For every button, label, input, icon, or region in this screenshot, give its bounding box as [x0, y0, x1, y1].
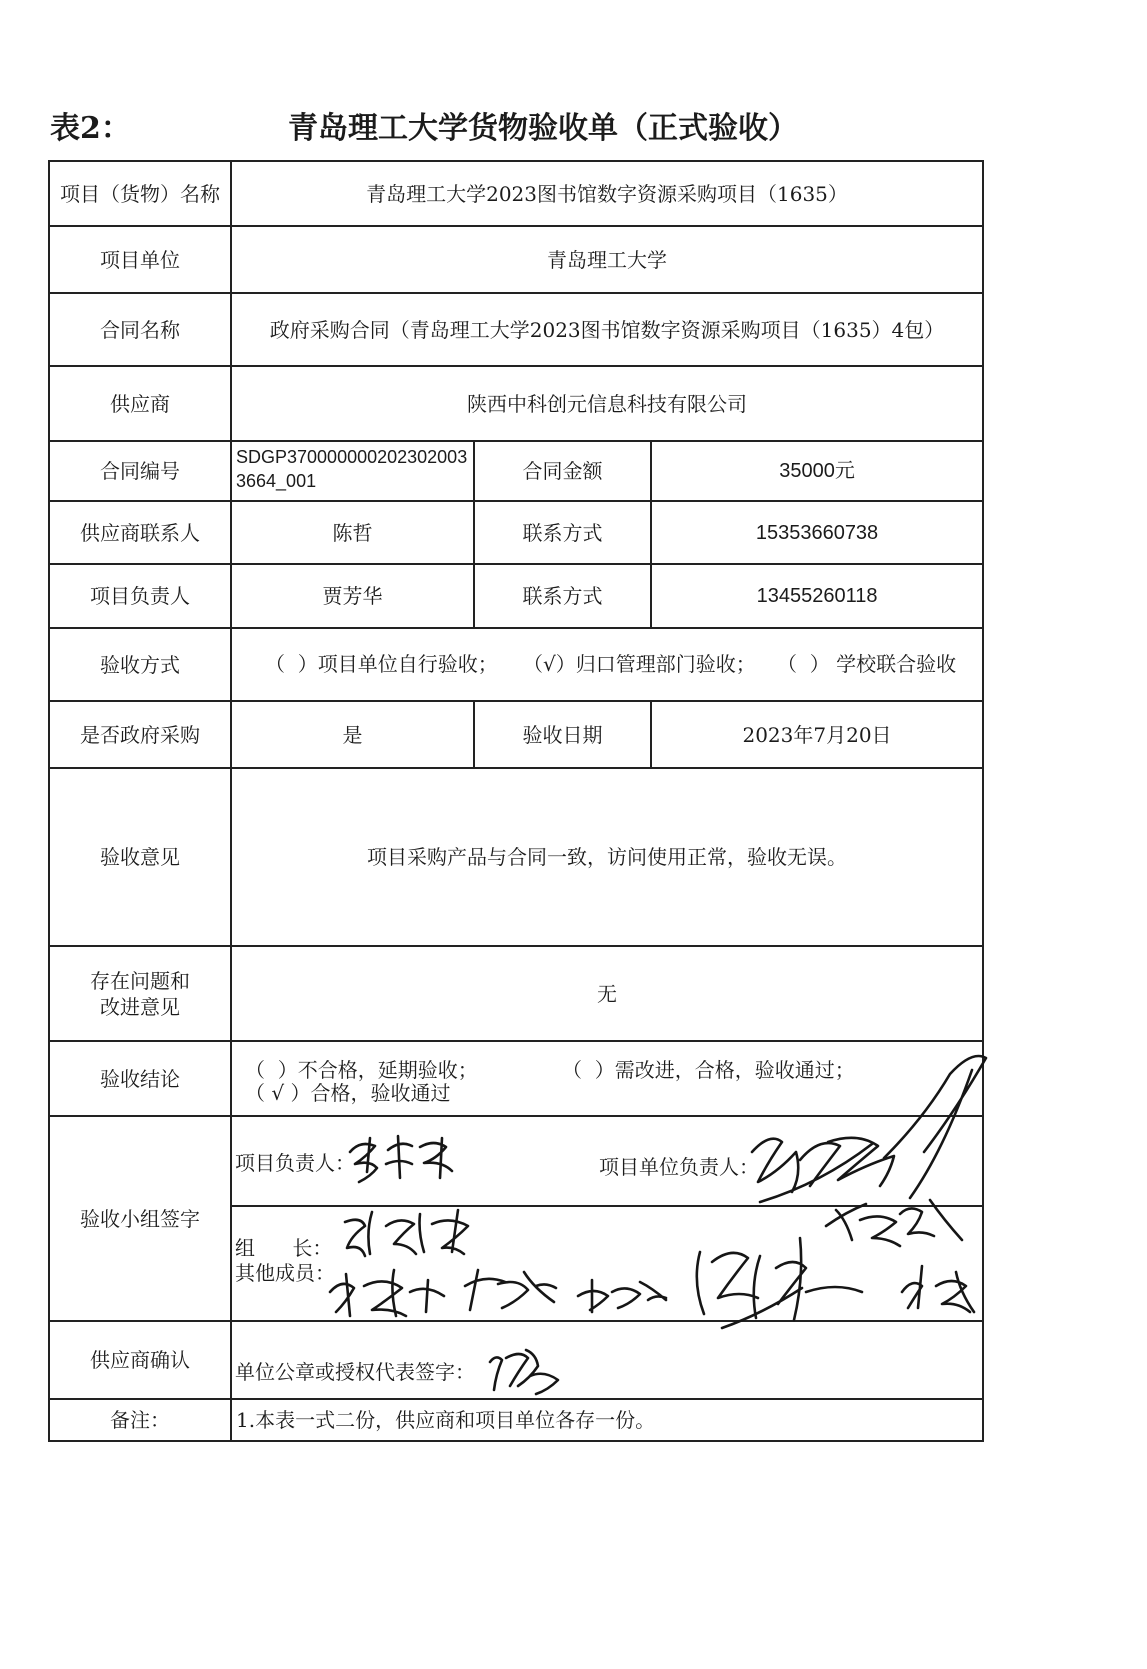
label-supplier-confirm: 供应商确认: [49, 1321, 231, 1399]
row-project-lead: [49, 564, 983, 628]
label-remarks: 备注：: [49, 1399, 231, 1441]
supplier-confirm: [232, 1322, 982, 1398]
option-joint-acceptance: （ ） 学校联合验收: [777, 652, 957, 676]
project-lead-sign-label: 项目负责人：: [235, 1151, 355, 1175]
option-needs-improvement: （ ）需改进，合格，验收通过；: [562, 1058, 855, 1082]
team-leader-sign-label: 组 长：: [235, 1236, 333, 1260]
option-self-acceptance: （ ）项目单位自行验收；: [265, 652, 498, 676]
label-contract-amount: 合同金额: [474, 441, 651, 501]
value-contract-number: SDGP3700000002023020033664_001: [231, 441, 474, 501]
label-acceptance-date: 验收日期: [474, 701, 651, 768]
signatures-leads-cell: [231, 1116, 983, 1206]
label-project-unit: 项目单位: [49, 226, 231, 293]
label-signatures: 验收小组签字: [49, 1116, 231, 1321]
row-project-unit: [49, 226, 983, 293]
table-number: 表2：: [50, 111, 131, 146]
row-acceptance-method: [49, 628, 983, 701]
label-supplier: 供应商: [49, 366, 231, 441]
row-contract-name: [49, 293, 983, 366]
option-department-acceptance: （√）归口管理部门验收；: [523, 652, 756, 676]
unit-head-sign-label: 项目单位负责人：: [599, 1155, 759, 1179]
signatures-team: [232, 1207, 982, 1320]
value-project-unit: 青岛理工大学: [231, 226, 983, 293]
option-fail: （ ）不合格，延期验收；: [245, 1058, 478, 1082]
supplier-confirm-cell: [231, 1321, 983, 1399]
acceptance-form-table: [48, 160, 984, 1442]
row-signatures-top: [49, 1116, 983, 1206]
value-gov-procurement: 是: [231, 701, 474, 768]
value-supplier-phone: 15353660738: [651, 501, 983, 564]
row-gov-procurement: [49, 701, 983, 768]
label-lead-phone: 联系方式: [474, 564, 651, 628]
label-contract-name: 合同名称: [49, 293, 231, 366]
value-contract-amount: 35000元: [651, 441, 983, 501]
value-project-lead: 贾芳华: [231, 564, 474, 628]
members-sign-label: 其他成员：: [235, 1261, 335, 1285]
row-project-name: [49, 161, 983, 226]
row-contract-number: [49, 441, 983, 501]
label-acceptance-method: 验收方式: [49, 628, 231, 701]
document-title: 青岛理工大学货物验收单（正式验收）: [288, 111, 798, 146]
row-opinion: [49, 768, 983, 946]
label-issues-line-2: 改进意见: [100, 994, 180, 1019]
label-project-name: 项目（货物）名称: [49, 161, 231, 226]
row-remarks: [49, 1399, 983, 1441]
supplier-sign-label: 单位公章或授权代表签字：: [235, 1360, 475, 1384]
label-supplier-phone: 联系方式: [474, 501, 651, 564]
row-conclusion: [49, 1041, 983, 1116]
value-supplier: 陕西中科创元信息科技有限公司: [231, 366, 983, 441]
row-issues: [49, 946, 983, 1041]
value-supplier-contact: 陈哲: [231, 501, 474, 564]
option-pass: （ √ ）合格，验收通过: [245, 1081, 451, 1105]
value-conclusion: [231, 1041, 983, 1116]
value-issues: 无: [231, 946, 983, 1041]
label-supplier-contact: 供应商联系人: [49, 501, 231, 564]
row-supplier-confirm: [49, 1321, 983, 1399]
value-contract-name: 政府采购合同（青岛理工大学2023图书馆数字资源采购项目（1635）4包）: [231, 293, 983, 366]
value-lead-phone: 13455260118: [651, 564, 983, 628]
label-issues-line-1: 存在问题和: [90, 968, 190, 993]
acceptance-method-options: [232, 629, 982, 700]
label-gov-procurement: 是否政府采购: [49, 701, 231, 768]
signatures-team-cell: [231, 1206, 983, 1321]
value-acceptance-date: 2023年7月20日: [651, 701, 983, 768]
row-supplier-contact: [49, 501, 983, 564]
value-remarks: 1.本表一式二份，供应商和项目单位各存一份。: [231, 1399, 983, 1441]
label-opinion: 验收意见: [49, 768, 231, 946]
label-project-lead: 项目负责人: [49, 564, 231, 628]
signatures-leads: [232, 1117, 982, 1205]
value-project-name: 青岛理工大学2023图书馆数字资源采购项目（1635）: [231, 161, 983, 226]
label-issues: [49, 946, 231, 1041]
row-supplier: [49, 366, 983, 441]
value-acceptance-method: [231, 628, 983, 701]
label-conclusion: 验收结论: [49, 1041, 231, 1116]
value-opinion: 项目采购产品与合同一致，访问使用正常，验收无误。: [231, 768, 983, 946]
label-contract-number: 合同编号: [49, 441, 231, 501]
conclusion-options: [232, 1042, 982, 1115]
